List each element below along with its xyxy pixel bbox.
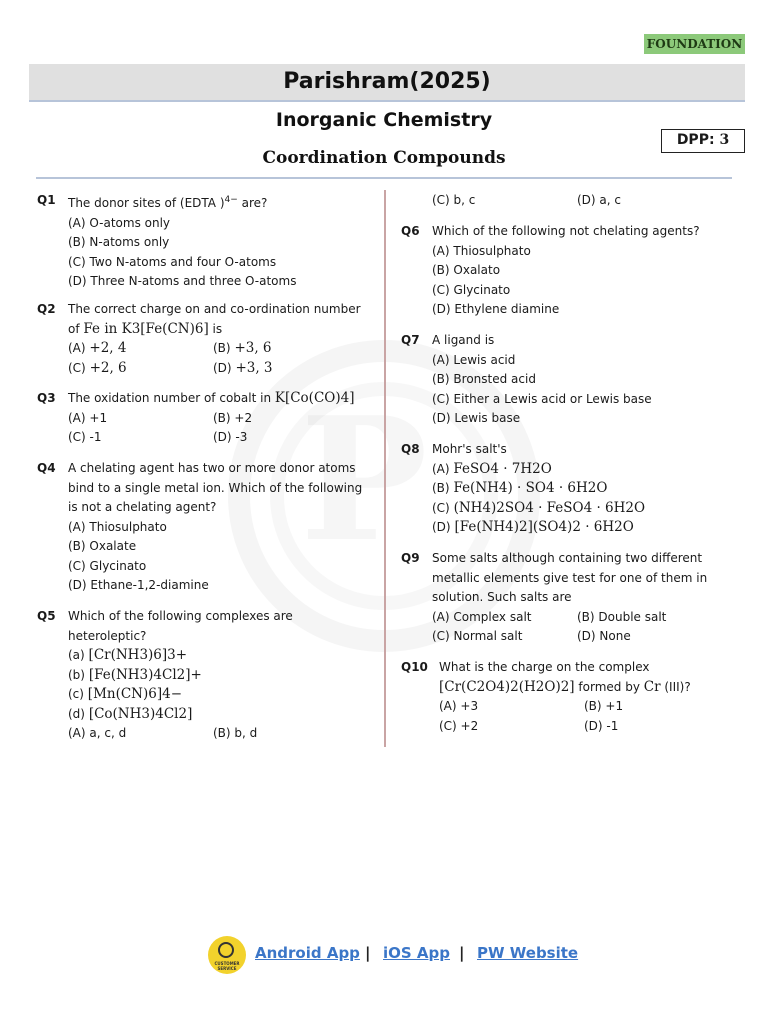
question-number: Q3 (37, 391, 56, 405)
question-number: Q6 (401, 224, 420, 238)
option-a: (A) +3 (439, 699, 479, 713)
question-2 (37, 300, 377, 378)
question-10 (401, 658, 741, 736)
dpp-label: DPP: (676, 132, 715, 148)
ios-app-link[interactable]: iOS App (383, 944, 451, 962)
option-d: (D) -3 (213, 430, 248, 444)
question-number: Q4 (37, 461, 56, 475)
question-8 (401, 440, 741, 538)
item-c: (c) [Mn(CN)6]4− (68, 686, 183, 702)
question-9 (401, 549, 741, 647)
question-5-continued (401, 191, 741, 211)
item-a: (a) [Cr(NH3)6]3+ (68, 647, 188, 663)
option-c: (C) b, c (432, 193, 476, 207)
option-d: (D) Three N-atoms and three O-atoms (68, 274, 297, 288)
question-text: bind to a single metal ion. Which of the following (68, 480, 363, 495)
pw-website-link[interactable]: PW Website (477, 944, 579, 962)
options-row (432, 191, 741, 211)
options-row (432, 608, 741, 628)
option-b: (B) b, d (213, 726, 258, 740)
question-text: The donor sites of (EDTA )$^{4-}$ are? (68, 195, 268, 210)
dpp-number: 3 (719, 132, 730, 148)
question-4 (37, 459, 377, 596)
formula: [Cr(C2O4)2(H2O)2] (439, 678, 575, 695)
question-text: A chelating agent has two or more donor atoms (68, 461, 356, 475)
option-a: (A) O-atoms only (68, 215, 171, 230)
column-divider (384, 190, 386, 747)
option-c: (C) Normal salt (432, 629, 523, 643)
option-b: (B) Fe(NH4) · SO4 · 6H2O (432, 480, 608, 496)
chapter-heading: Coordination Compounds (262, 148, 506, 168)
question-number: Q5 (37, 609, 56, 623)
question-text: Which of the following complexes are (68, 609, 293, 623)
question-3 (37, 389, 377, 448)
option-b: (B) +3, 6 (213, 340, 272, 356)
option-d: (D) a, c (577, 193, 621, 207)
question-6 (401, 222, 741, 320)
question-text-cont: [Cr(C2O4)2(H2O)2] formed by Cr (III)? (439, 678, 691, 695)
logo-text: CUSTOMER SERVICE (214, 961, 240, 971)
option-b: (B) Oxalate (68, 539, 137, 553)
question-text: metallic elements give test for one of them in (432, 570, 708, 585)
option-a: (A) Lewis acid (432, 352, 516, 367)
option-d: (D) None (577, 629, 631, 643)
question-5 (37, 607, 377, 744)
formula: K[Co(CO)4] (274, 390, 355, 406)
question-text: Mohr's salt's (432, 442, 507, 456)
question-text: The oxidation number of cobalt in K[Co(CO)4] (68, 390, 355, 406)
option-b: (B) N-atoms only (68, 235, 170, 249)
item-b: (b) [Fe(NH3)4Cl2]+ (68, 666, 202, 683)
option-d: (D) -1 (584, 718, 619, 733)
options-row (432, 627, 741, 647)
option-c: (C) Glycinato (68, 558, 147, 573)
option-b: (B) Oxalato (432, 263, 501, 277)
option-a: (A) Thiosulphato (432, 243, 531, 258)
option-c: (C) +2, 6 (68, 359, 127, 376)
option-a: (A) +1 (68, 410, 108, 425)
question-text: What is the charge on the complex (439, 660, 650, 674)
options-row (68, 409, 377, 429)
option-d: (D) +3, 3 (213, 359, 273, 376)
options-row (68, 359, 377, 379)
formula: Fe in K3[Fe(CN)6] (83, 320, 209, 337)
android-app-link[interactable]: Android App (255, 944, 360, 962)
question-number: Q9 (401, 551, 420, 565)
headset-icon (218, 942, 234, 958)
option-a: (A) FeSO4 · 7H2O (432, 460, 552, 477)
question-text: heteroleptic? (68, 628, 147, 643)
option-d: (D) [Fe(NH4)2](SO4)2 · 6H2O (432, 519, 634, 535)
page-title: Parishram(2025) (29, 64, 745, 102)
question-text: A ligand is (432, 333, 495, 347)
question-number: Q8 (401, 442, 420, 456)
item-d: (d) [Co(NH3)4Cl2] (68, 705, 193, 722)
question-text: is not a chelating agent? (68, 500, 217, 514)
option-c: (C) +2 (439, 718, 479, 733)
question-number: Q7 (401, 333, 420, 347)
option-d: (D) Ethane-1,2-diamine (68, 578, 209, 592)
option-a: (A) +2, 4 (68, 340, 127, 356)
footer (0, 936, 768, 972)
option-c: (C) Two N-atoms and four O-atoms (68, 254, 277, 269)
question-number: Q2 (37, 302, 56, 316)
footer-separator: | (365, 944, 371, 962)
customer-service-logo-icon (208, 936, 246, 974)
options-row (439, 717, 741, 737)
question-text: Which of the following not chelating agents? (432, 224, 700, 238)
option-c: (C) Either a Lewis acid or Lewis base (432, 391, 652, 406)
option-b: (B) Bronsted acid (432, 372, 536, 386)
header-divider (36, 177, 732, 179)
option-c: (C) -1 (68, 430, 102, 444)
options-row (68, 724, 377, 744)
foundation-badge: FOUNDATION (644, 34, 745, 54)
options-row (439, 697, 741, 717)
question-number: Q10 (401, 660, 428, 674)
question-text: The correct charge on and co-ordination number (68, 302, 361, 316)
subject-heading: Inorganic Chemistry (275, 109, 493, 131)
question-number: Q1 (37, 193, 56, 207)
options-row (68, 428, 377, 448)
option-c: (C) Glycinato (432, 282, 511, 297)
option-c: (C) (NH4)2SO4 · FeSO4 · 6H2O (432, 499, 646, 516)
option-d: (D) Lewis base (432, 411, 521, 425)
options-row (68, 339, 377, 359)
option-a: (A) Thiosulphato (68, 519, 167, 534)
option-a: (A) Complex salt (432, 609, 532, 624)
option-b: (B) Double salt (577, 609, 667, 624)
question-1 (37, 191, 377, 292)
option-b: (B) +2 (213, 410, 253, 425)
question-text-cont: of Fe in K3[Fe(CN)6] is (68, 320, 223, 337)
option-a: (A) a, c, d (68, 726, 127, 740)
question-text: Some salts although containing two different (432, 551, 703, 565)
option-b: (B) +1 (584, 699, 624, 713)
question-7 (401, 331, 741, 429)
option-d: (D) Ethylene diamine (432, 302, 560, 316)
question-text: solution. Such salts are (432, 590, 572, 604)
footer-separator: | (459, 944, 465, 962)
